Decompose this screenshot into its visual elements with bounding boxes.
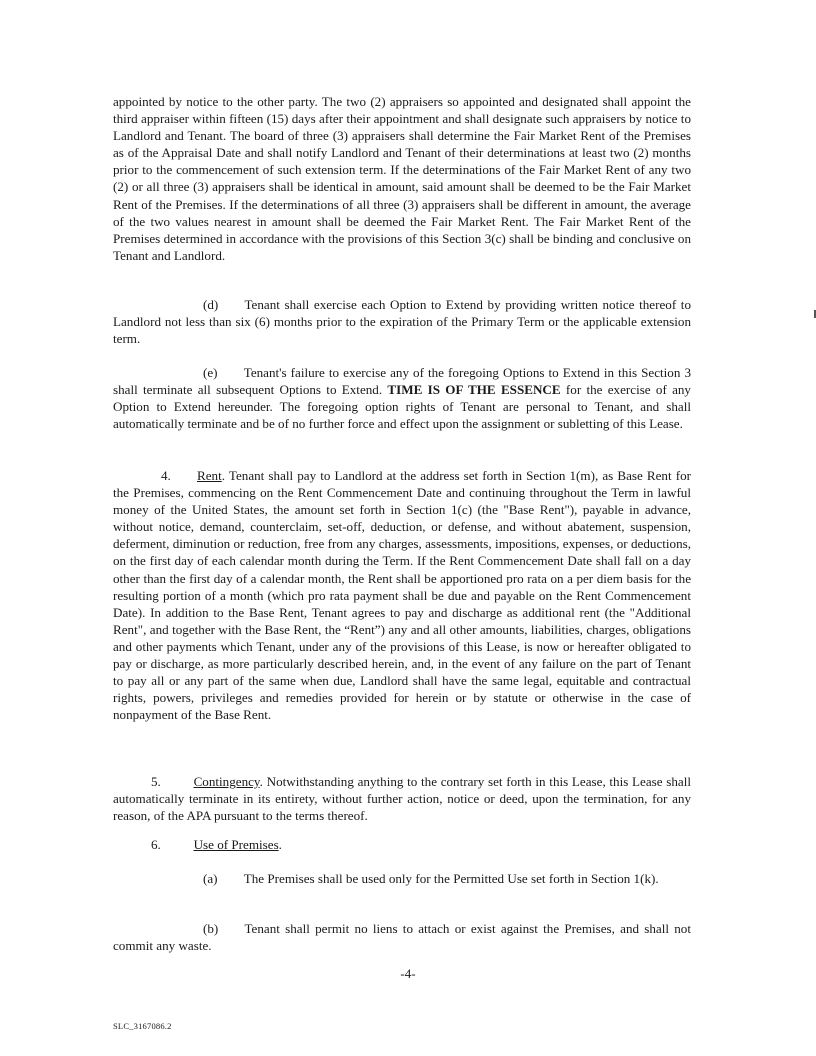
paragraph-text: for the exercise of any Option to Extend hereunder. The foregoing option rights of Tenant are personal to Tenant, and shall automatically terminate and be of no further force and effect upon the assignment or subletting of this Lease. [113,382,691,432]
section-5-contingency [113,773,691,824]
section-heading: Rent [197,468,222,483]
section-number: 6. [151,837,161,852]
section-heading-end: . [278,837,282,852]
section-4-rent [113,467,691,723]
paragraph-6b [113,920,691,954]
paragraph-text: appointed by notice to the other party. The two (2) appraisers so appointed and designated shall appoint the third appraiser within fifteen (15) days after their appointment and shall designate such appraisers by notice to Landlord and Tenant. The board of three (3) appraisers shall determine the Fair Market Rent of the Premises as of the Appraisal Date and shall notify Landlord and Tenant of their determinations at least two (2) months prior to the commencement of such extension term. If the determinations of the Fair Market Rent of any two (2) or all three (3) appraisers shall be identical in amount, said amount shall be deemed to be the Fair Market Rent of the Premises. If the determinations of all three (3) appraisers shall be different in amount, the average of the two values nearest in amount shall be deemed the Fair Market Rent. The Fair Market Rent of the Premises determined in accordance with the provisions of this Section 3(c) shall be binding and conclusive on Tenant and Landlord. [113,94,691,263]
paragraph-3e [113,364,691,432]
document-id-footer: SLC_3167086.2 [113,1021,172,1031]
paragraph-3d [113,296,691,347]
page-number: -4- [400,966,416,981]
section-heading: Contingency [193,774,260,789]
section-text: . Tenant shall pay to Landlord at the address set forth in Section 1(m), as Base Rent for the Premises, commencing on the Rent Commencement Date and continuing throughout the Term in lawful money of the United States, the amount set forth in Section 1(c) (the "Base Rent"), payable in advance, without notice, demand, counterclaim, set-off, deduction, or defense, and without abatement, suspension, deferment, diminution or reduction, free from any charges, assessments, impositions, expenses, or deductions, on the first day of each calendar month during the Term. If the Rent Commencement Date shall fall on a day other than the first day of a calendar month, the Rent shall be apportioned pro rata on a per diem basis for the resulting portion of a month (which pro rata payment shall be due and payable on the Rent Commencement Date). In addition to the Base Rent, Tenant agrees to pay and discharge as additional rent (the "Additional Rent", and together with the Base Rent, the “Rent”) any and all other amounts, liabilities, charges, obligations and other payments which Tenant, under any of the provisions of this Lease, is now or hereafter obligated to pay or discharge, as more particularly described herein, and, in the event of any failure on the part of Tenant to pay all or any part of the same when due, Landlord shall have the same legal, equitable and contractual rights, powers, privileges and remedies provided for herein or by statute or otherwise in the case of nonpayment of the Base Rent. [113,468,691,723]
section-6-use-of-premises [113,836,691,853]
emphasis-text: TIME IS OF THE ESSENCE [387,382,561,398]
section-heading: Use of Premises [193,837,279,852]
paragraph-number: (d) [203,297,219,312]
paragraph-3c-continued [113,93,691,264]
paragraph-text: Tenant shall permit no liens to attach or exist against the Premises, and shall not commit any waste. [113,921,691,954]
section-number: 5. [151,774,161,789]
paragraph-text: Tenant shall exercise each Option to Extend by providing written notice thereof to Landlord not less than six (6) months prior to the expiration of the Primary Term or the applicable extension term. [113,297,691,347]
paragraph-number: (b) [203,921,219,936]
paragraph-text: The Premises shall be used only for the Permitted Use set forth in Section 1(k). [243,871,659,886]
paragraph-number: (e) [203,365,218,380]
paragraph-number: (a) [203,871,218,886]
section-text: . Notwithstanding anything to the contrary set forth in this Lease, this Lease shall automatically terminate in its entirety, without further action, notice or deed, upon the termination, for any reason, of the APA pursuant to the terms thereof. [113,774,691,824]
paragraph-6a [113,870,691,887]
section-number: 4. [161,468,171,483]
paragraph-text: Tenant's failure to exercise any of the foregoing Options to Extend in this Section 3 shall terminate all subsequent Options to Extend. [113,365,691,398]
